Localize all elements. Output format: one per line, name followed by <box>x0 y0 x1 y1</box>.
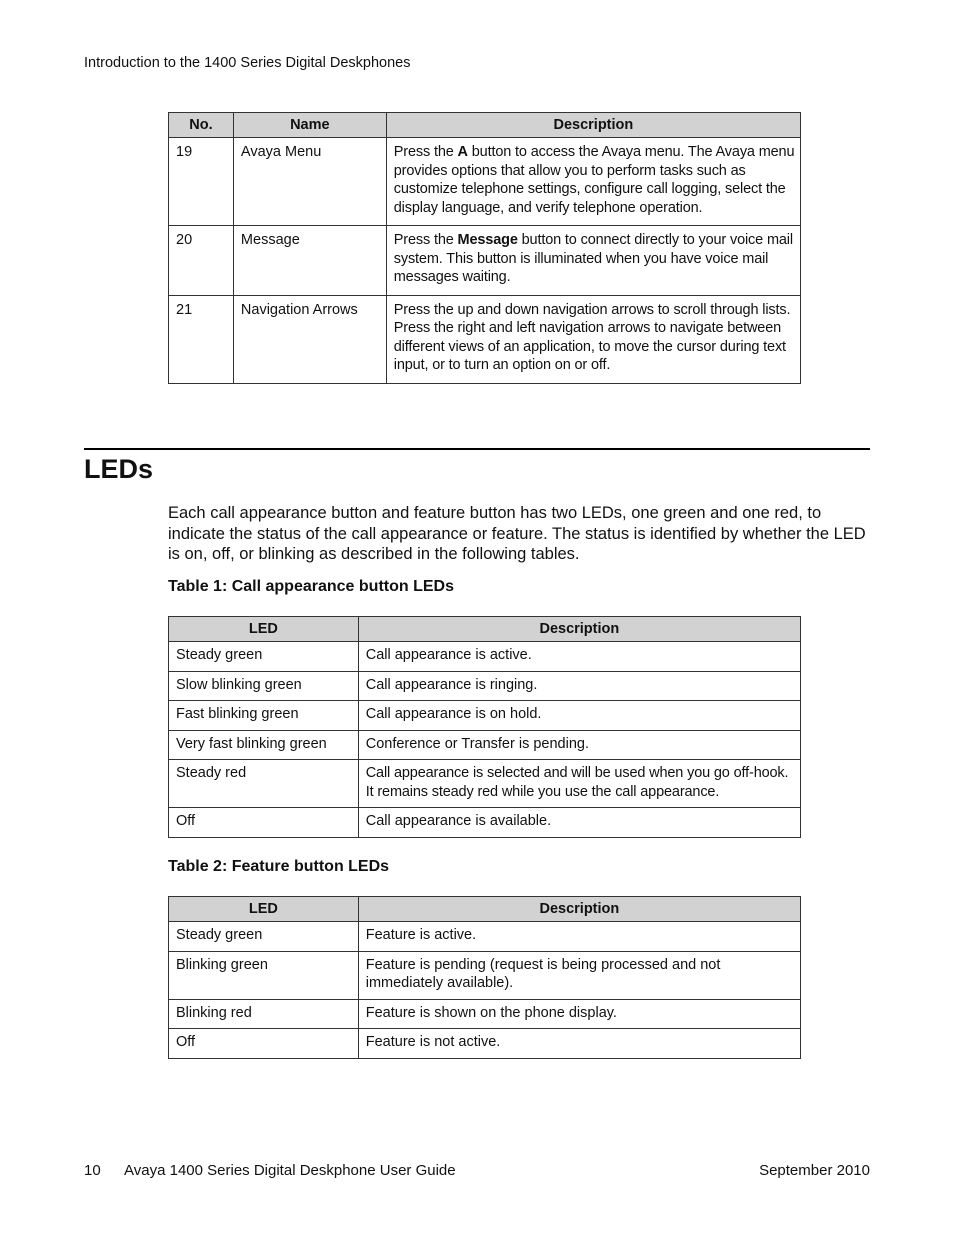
running-header: Introduction to the 1400 Series Digital Deskphones <box>84 55 411 71</box>
table-caption-feature: Table 2: Feature button LEDs <box>168 858 390 875</box>
cell-led: Very fast blinking green <box>169 730 359 760</box>
section-divider <box>84 448 870 450</box>
cell-name: Avaya Menu <box>233 138 386 226</box>
cell-led: Fast blinking green <box>169 701 359 731</box>
button-descriptions-table <box>168 112 801 384</box>
table-row <box>169 138 801 226</box>
desc-text: button to access the Avaya menu. The Avaya menu provides options that allow you to perform tasks such as customize telephone settings, configure call logging, select the display language, and verify telephone operation. <box>393 144 795 216</box>
column-header-led: LED <box>169 897 359 922</box>
column-header-description: Description <box>358 617 800 642</box>
desc-bold-text: Message <box>457 232 518 248</box>
cell-no: 20 <box>169 226 234 296</box>
column-header-no: No. <box>169 113 234 138</box>
cell-led: Off <box>169 1029 359 1059</box>
table-row <box>169 999 801 1029</box>
cell-led: Steady red <box>169 760 359 808</box>
footer-left <box>84 1162 456 1179</box>
desc-text: button to connect directly to your voice mail system. This button is illuminated when you have voice mail messages waiting. <box>393 232 793 285</box>
table-header-row <box>169 113 801 138</box>
cell-name: Message <box>233 226 386 296</box>
cell-description: Feature is not active. <box>358 1029 800 1059</box>
table-header-row <box>169 617 801 642</box>
cell-no: 21 <box>169 295 234 383</box>
table-row <box>169 1029 801 1059</box>
cell-description <box>386 226 800 296</box>
table-row <box>169 760 801 808</box>
cell-name: Navigation Arrows <box>233 295 386 383</box>
feature-led-table <box>168 896 801 1059</box>
cell-led: Blinking green <box>169 951 359 999</box>
footer-doc-title: Avaya 1400 Series Digital Deskphone User Guide <box>124 1162 456 1179</box>
section-title: LEDs <box>84 454 154 484</box>
cell-description: Call appearance is active. <box>358 642 800 672</box>
cell-description: Conference or Transfer is pending. <box>358 730 800 760</box>
cell-led: Steady green <box>169 642 359 672</box>
table-header-row <box>169 897 801 922</box>
table-row <box>169 642 801 672</box>
desc-text: Press the <box>393 232 458 248</box>
table-row <box>169 671 801 701</box>
cell-led: Steady green <box>169 922 359 952</box>
cell-description: Feature is pending (request is being processed and not immediately available). <box>358 951 800 999</box>
cell-description: Feature is active. <box>358 922 800 952</box>
table-caption-call-appearance: Table 1: Call appearance button LEDs <box>168 578 454 595</box>
cell-description: Call appearance is on hold. <box>358 701 800 731</box>
cell-led: Blinking red <box>169 999 359 1029</box>
table-row <box>169 730 801 760</box>
cell-description <box>386 138 800 226</box>
desc-bold-text: A <box>457 144 468 160</box>
table-row <box>169 295 801 383</box>
table-row <box>169 226 801 296</box>
cell-description: Feature is shown on the phone display. <box>358 999 800 1029</box>
cell-description: Call appearance is ringing. <box>358 671 800 701</box>
intro-paragraph: Each call appearance button and feature button has two LEDs, one green and one red, to indicate the status of the call appearance or feature. The status is identified by whether the LED is on, off, or blinking as described in the following tables. <box>168 504 866 563</box>
table-row <box>169 951 801 999</box>
column-header-description: Description <box>386 113 800 138</box>
cell-description: Press the up and down navigation arrows to scroll through lists. Press the right and left navigation arrows to navigate between different views of an application, to move the cursor during text input, or to turn an option on or off. <box>386 295 800 383</box>
call-appearance-led-table <box>168 616 801 838</box>
cell-description: Call appearance is available. <box>358 808 800 838</box>
column-header-name: Name <box>233 113 386 138</box>
page-number: 10 <box>84 1162 101 1179</box>
table-row <box>169 922 801 952</box>
column-header-led: LED <box>169 617 359 642</box>
cell-description: Call appearance is selected and will be used when you go off-hook. It remains steady red while you use the call appearance. <box>358 760 800 808</box>
cell-led: Off <box>169 808 359 838</box>
column-header-description: Description <box>358 897 800 922</box>
table-row <box>169 808 801 838</box>
cell-no: 19 <box>169 138 234 226</box>
cell-led: Slow blinking green <box>169 671 359 701</box>
desc-text: Press the <box>393 144 458 160</box>
table-row <box>169 701 801 731</box>
footer-date: September 2010 <box>759 1162 870 1179</box>
